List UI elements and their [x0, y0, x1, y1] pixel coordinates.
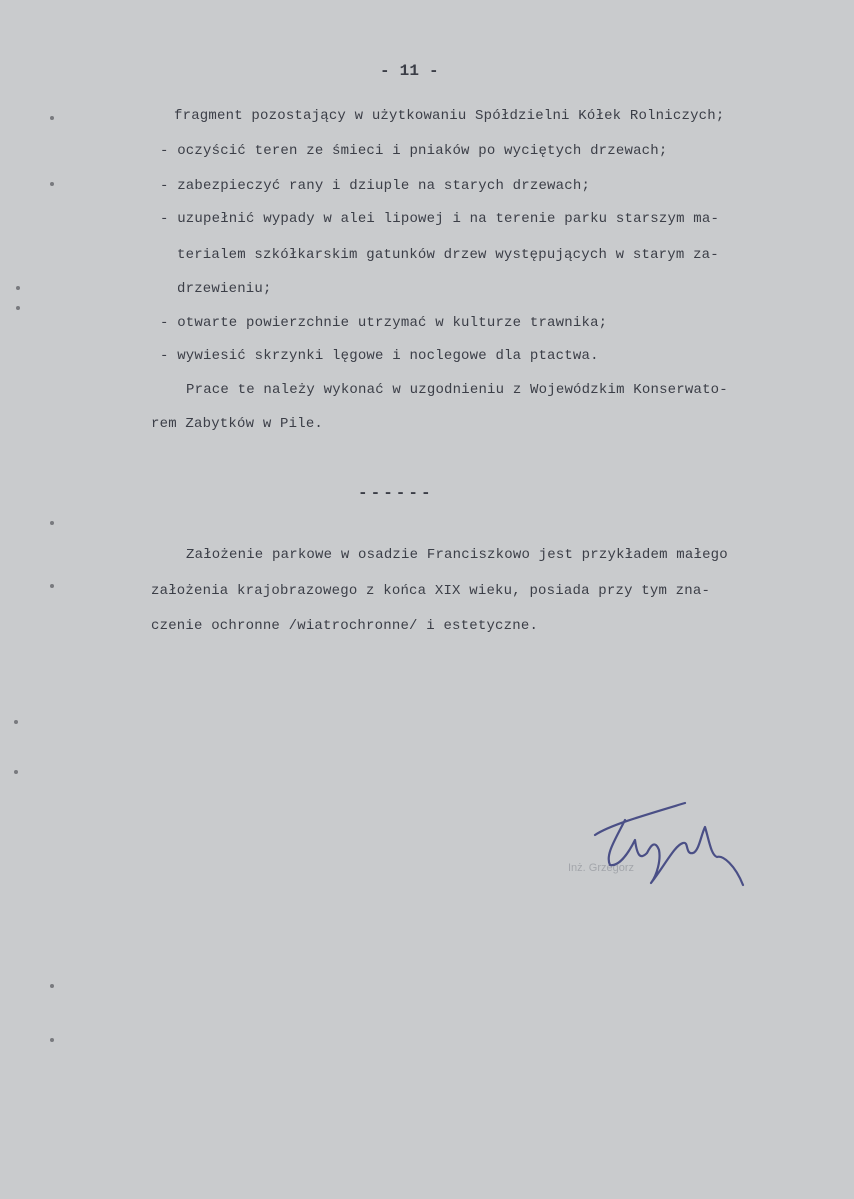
text-line: - otwarte powierzchnie utrzymać w kulturze trawnika;: [160, 315, 608, 331]
punch-mark: [16, 306, 20, 310]
text-line: - wywiesić skrzynki lęgowe i noclegowe dla ptactwa.: [160, 348, 599, 364]
text-line: - zabezpieczyć rany i dziuple na starych drzewach;: [160, 178, 591, 194]
punch-mark: [50, 182, 54, 186]
text-line: - oczyścić teren ze śmieci i pniaków po wyciętych drzewach;: [160, 143, 668, 159]
text-line: drzewieniu;: [177, 281, 272, 297]
text-line: Prace te należy wykonać w uzgodnieniu z Wojewódzkim Konserwato-: [186, 382, 728, 398]
punch-mark: [16, 286, 20, 290]
signature-stamp: Inż. Grzegorz: [568, 862, 635, 874]
punch-mark: [50, 116, 54, 120]
text-line: czenie ochronne /wiatrochronne/ i estetyczne.: [151, 618, 539, 634]
punch-mark: [14, 770, 18, 774]
separator: ------: [358, 484, 434, 502]
punch-mark: [50, 584, 54, 588]
punch-mark: [14, 720, 18, 724]
punch-mark: [50, 521, 54, 525]
text-line: Założenie parkowe w osadzie Franciszkowo jest przykładem małego: [186, 547, 728, 563]
punch-mark: [50, 1038, 54, 1042]
handwritten-signature: [585, 795, 755, 890]
text-line: terialem szkółkarskim gatunków drzew występujących w starym za-: [177, 247, 719, 263]
text-line: założenia krajobrazowego z końca XIX wieku, posiada przy tym zna-: [151, 583, 711, 599]
text-line: rem Zabytków w Pile.: [151, 416, 324, 432]
text-line: - uzupełnić wypady w alei lipowej i na terenie parku starszym ma-: [160, 211, 720, 227]
page-number: - 11 -: [380, 62, 439, 80]
text-line: fragment pozostający w użytkowaniu Spółdzielni Kółek Rolniczych;: [174, 108, 725, 124]
punch-mark: [50, 984, 54, 988]
